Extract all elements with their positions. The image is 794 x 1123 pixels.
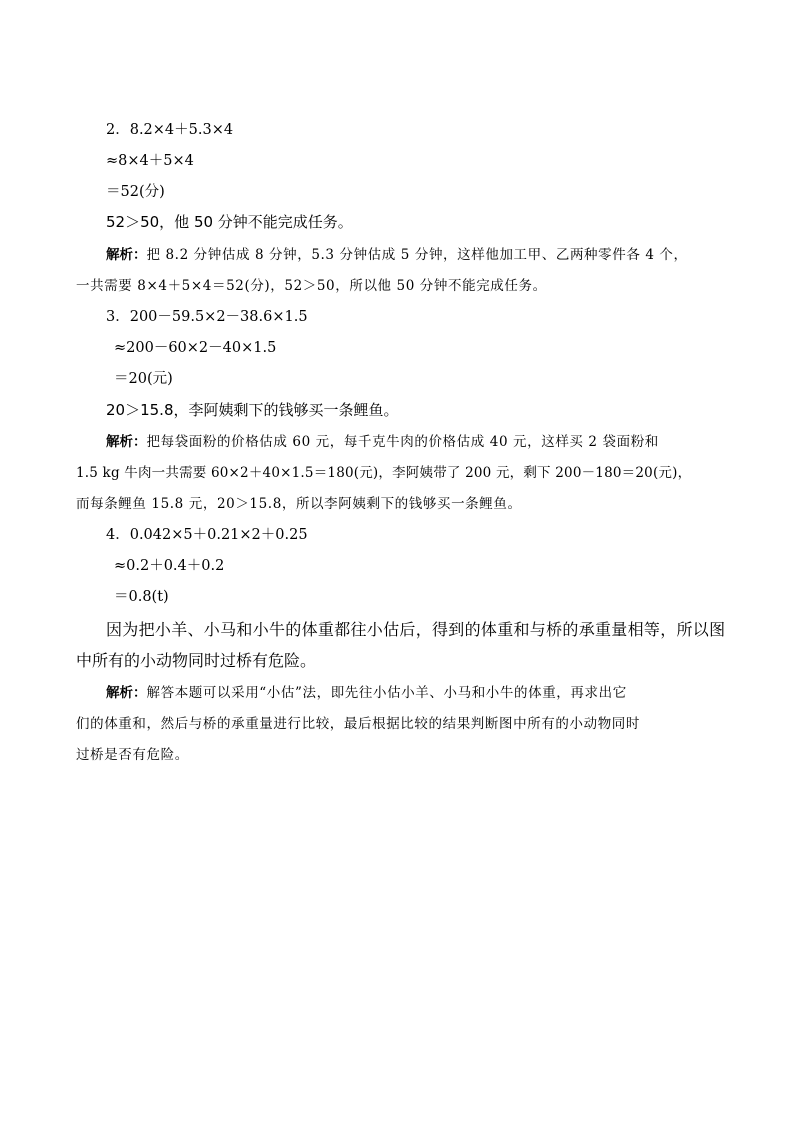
problem-3-explanation-line-2: 1.5 kg 牛肉一共需要 60×2＋40×1.5＝180(元)，李阿姨带了 200 元，剩下 200－180＝20(元)， xyxy=(76,465,692,481)
problem-4-explanation-line-2: 们的体重和，然后与桥的承重量进行比较，最后根据比较的结果判断图中所有的小动物同时 xyxy=(76,716,640,732)
problem-2-expression: 2．8.2×4＋5.3×4 xyxy=(106,122,234,138)
explanation-text: 把 8.2 分钟估成 8 分钟，5.3 分钟估成 5 分钟，这样他加工甲、乙两种零件各 4 个， xyxy=(146,247,688,263)
explanation-text: 把每袋面粉的价格估成 60 元，每千克牛肉的价格估成 40 元，这样买 2 袋面粉和 xyxy=(146,434,659,450)
problem-4-conclusion-line-2: 中所有的小动物同时过桥有危险。 xyxy=(76,651,317,670)
explanation-label: 解析： xyxy=(106,247,147,263)
problem-3-conclusion: 20＞15.8，李阿姨剩下的钱够买一条鲤鱼。 xyxy=(106,401,399,419)
problem-3-explanation-line-3: 而每条鲤鱼 15.8 元，20＞15.8，所以李阿姨剩下的钱够买一条鲤鱼。 xyxy=(76,496,522,512)
problem-2-explanation-line-2: 一共需要 8×4＋5×4＝52(分)，52＞50，所以他 50 分钟不能完成任务。 xyxy=(76,278,547,294)
problem-3-explanation-line-1 xyxy=(106,432,659,452)
problem-4-estimate: ≈0.2＋0.4＋0.2 xyxy=(114,558,225,574)
problem-4-expression: 4．0.042×5＋0.21×2＋0.25 xyxy=(106,527,308,543)
problem-3-estimate: ≈200－60×2－40×1.5 xyxy=(114,340,277,356)
problem-4-explanation-line-1 xyxy=(106,683,627,703)
explanation-label: 解析： xyxy=(106,685,147,701)
problem-2-conclusion: 52＞50，他 50 分钟不能完成任务。 xyxy=(106,213,353,231)
problem-2-explanation-line-1 xyxy=(106,245,688,265)
problem-4-result: ＝0.8(t) xyxy=(114,589,169,605)
explanation-label: 解析： xyxy=(106,434,147,450)
explanation-text: 解答本题可以采用“小估”法，即先往小估小羊、小马和小牛的体重，再求出它 xyxy=(146,685,627,701)
problem-3-expression: 3．200－59.5×2－38.6×1.5 xyxy=(106,309,308,325)
problem-2-estimate: ≈8×4＋5×4 xyxy=(106,153,194,169)
problem-4-explanation-line-3: 过桥是否有危险。 xyxy=(76,747,189,763)
problem-2-result: ＝52(分) xyxy=(106,184,165,200)
problem-3-result: ＝20(元) xyxy=(114,371,173,387)
problem-4-conclusion-line-1: 因为把小羊、小马和小牛的体重都往小估后，得到的体重和与桥的承重量相等，所以图 xyxy=(106,620,726,639)
